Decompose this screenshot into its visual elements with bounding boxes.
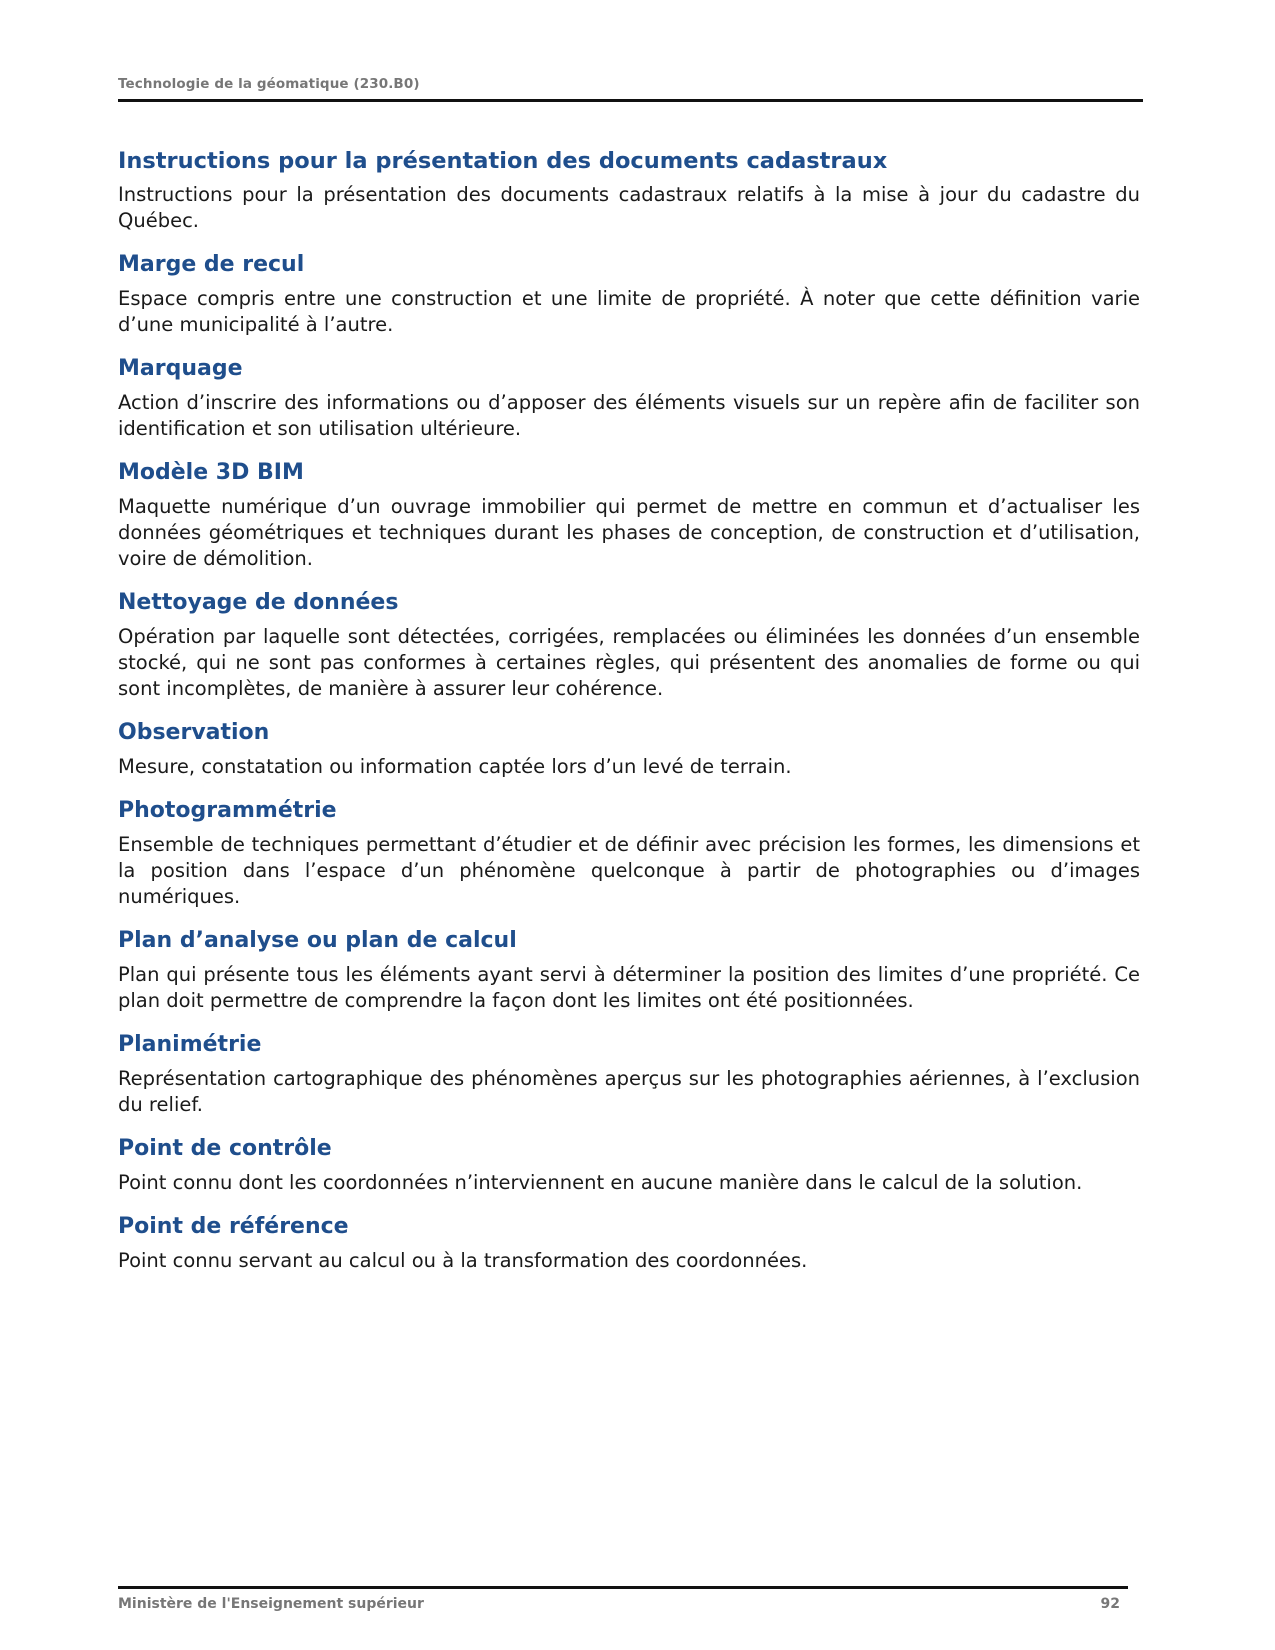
glossary-definition: Plan qui présente tous les éléments ayant servi à déterminer la position des limites d’une propriété. Ce plan doit permettre de comprendre la façon dont les limites ont été positionnées. xyxy=(118,963,1140,1012)
glossary-definition: Instructions pour la présentation des documents cadastraux relatifs à la mise à jour du cadastre du Québec. xyxy=(118,183,1140,232)
glossary-definition: Action d’inscrire des informations ou d’apposer des éléments visuels sur un repère afin de faciliter son identification et son utilisation ultérieure. xyxy=(118,391,1140,440)
glossary-definition: Opération par laquelle sont détectées, corrigées, remplacées ou éliminées les données d’un ensemble stocké, qui ne sont pas conformes à certaines règles, qui présentent des anomalies de forme ou qui sont incomplètes, de manière à assurer leur cohérence. xyxy=(118,625,1140,700)
glossary-entry xyxy=(118,926,1140,1014)
glossary-term: Point de contrôle xyxy=(118,1136,332,1161)
glossary-term: Observation xyxy=(118,720,270,745)
glossary-definition: Point connu servant au calcul ou à la transformation des coordonnées. xyxy=(118,1249,808,1272)
glossary-entry xyxy=(118,1212,1140,1274)
glossary-definition: Représentation cartographique des phénomènes aperçus sur les photographies aériennes, à l’exclusion du relief. xyxy=(118,1067,1140,1116)
glossary-term: Planimétrie xyxy=(118,1032,262,1057)
glossary-term: Nettoyage de données xyxy=(118,590,399,615)
glossary-definition: Point connu dont les coordonnées n’interviennent en aucune manière dans le calcul de la solution. xyxy=(118,1171,1083,1194)
glossary-term: Marquage xyxy=(118,356,243,381)
glossary-entry xyxy=(118,718,1140,780)
glossary-term: Photogrammétrie xyxy=(118,798,337,823)
glossary-entry xyxy=(118,1030,1140,1118)
glossary-entry xyxy=(118,250,1140,338)
glossary-entry xyxy=(118,146,1140,234)
document-title: Technologie de la géomatique (230.B0) xyxy=(118,76,420,92)
glossary-definition: Maquette numérique d’un ouvrage immobilier qui permet de mettre en commun et d’actualiser les données géométriques et techniques durant les phases de conception, de construction et d’utilisation, voire de démolition. xyxy=(118,495,1140,570)
page-footer xyxy=(118,1586,1128,1619)
glossary-term: Modèle 3D BIM xyxy=(118,460,304,485)
glossary-definition: Ensemble de techniques permettant d’étudier et de définir avec précision les formes, les dimensions et la position dans l’espace d’un phénomène quelconque à partir de photographies ou d’images numériques. xyxy=(118,833,1140,908)
glossary-content xyxy=(118,146,1140,1290)
glossary-entry xyxy=(118,588,1140,702)
glossary-term: Instructions pour la présentation des documents cadastraux xyxy=(118,148,888,174)
glossary-entry xyxy=(118,1134,1140,1196)
glossary-definition: Mesure, constatation ou information captée lors d’un levé de terrain. xyxy=(118,755,792,778)
page-number: 92 xyxy=(1100,1596,1120,1612)
glossary-entry xyxy=(118,796,1140,910)
glossary-definition: Espace compris entre une construction et une limite de propriété. À noter que cette définition varie d’une municipalité à l’autre. xyxy=(118,287,1140,336)
glossary-entry xyxy=(118,354,1140,442)
glossary-entry xyxy=(118,458,1140,572)
glossary-term: Plan d’analyse ou plan de calcul xyxy=(118,928,517,953)
publisher-name: Ministère de l'Enseignement supérieur xyxy=(118,1596,424,1612)
glossary-term: Marge de recul xyxy=(118,252,305,277)
glossary-term: Point de référence xyxy=(118,1214,349,1239)
page-header xyxy=(118,74,1143,102)
